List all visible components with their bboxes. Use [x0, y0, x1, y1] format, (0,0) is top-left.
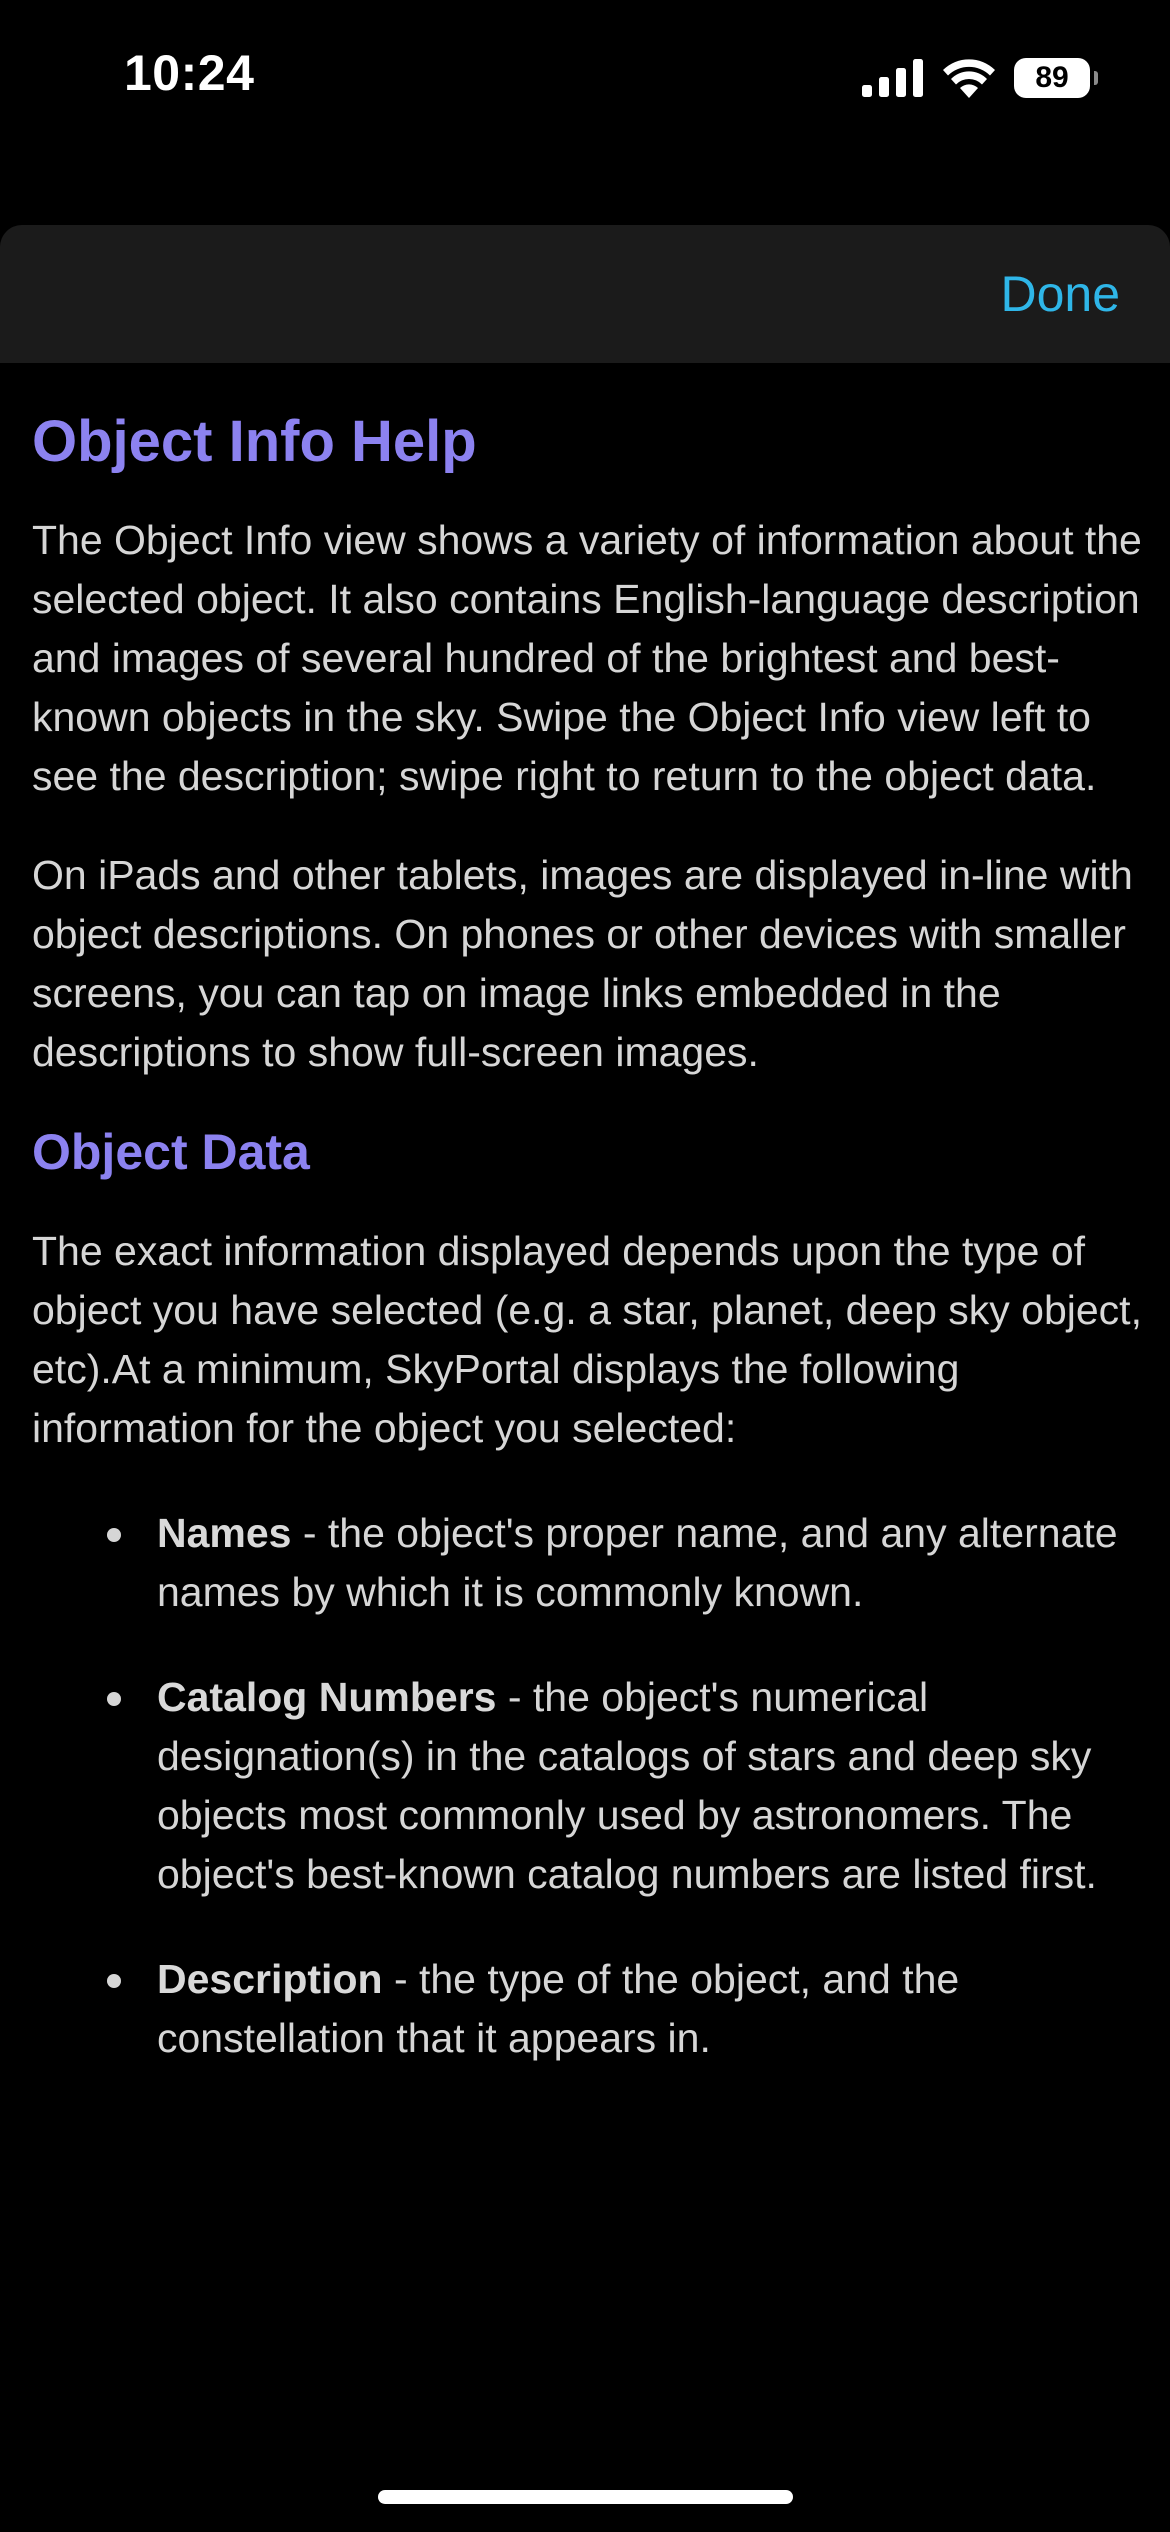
list-item-term: Names: [157, 1509, 292, 1556]
list-item-text: - the type of the object, and the constellation that it appears in.: [157, 1955, 960, 2061]
battery-icon: [1014, 58, 1090, 98]
list-item-catalog-numbers: [157, 1668, 1147, 1904]
list-item-names: [157, 1504, 1147, 1622]
intro-paragraph-2: On iPads and other tablets, images are displayed in-line with object descriptions. On phones or other devices with smaller screens, you can tap on image links embedded in the descriptions to show full-screen images.: [32, 851, 1133, 1075]
help-content[interactable]: [32, 363, 1147, 2298]
section-title-object-data: Object Data: [32, 1123, 310, 1180]
home-indicator[interactable]: [378, 2490, 793, 2504]
object-data-list: [32, 1504, 1147, 2068]
help-sheet: [0, 225, 1170, 2532]
battery-level: 89: [1035, 61, 1069, 94]
list-item-description: [157, 1950, 1147, 2068]
wifi-icon: [942, 58, 996, 98]
done-button[interactable]: Done: [1000, 266, 1120, 322]
list-item-term: Catalog Numbers: [157, 1673, 497, 1720]
cellular-signal-icon: [862, 59, 924, 97]
object-data-paragraph: The exact information displayed depends upon the type of object you have selected (e.g. a star, planet, deep sky object, etc).At a minimum, SkyPortal displays the following information for the object you selected:: [32, 1227, 1142, 1451]
list-item-term: Description: [157, 1955, 383, 2002]
list-item-text: - the object's numerical designation(s) in the catalogs of stars and deep sky objects most commonly used by astronomers. The object's best-known catalog numbers are listed first.: [157, 1673, 1097, 1897]
status-bar: [0, 0, 1170, 150]
page-title: Object Info Help: [32, 409, 477, 474]
intro-paragraph-1: The Object Info view shows a variety of information about the selected object. It also contains English-language description and images of several hundred of the brightest and best-known objects in the sky. Swipe the Object Info view left to see the description; swipe right to return to the object data.: [32, 516, 1142, 799]
status-icons: [862, 56, 1090, 100]
list-item-text: - the object's proper name, and any alternate names by which it is commonly known.: [157, 1509, 1118, 1615]
nav-bar: [0, 225, 1170, 363]
status-time: 10:24: [124, 45, 255, 101]
